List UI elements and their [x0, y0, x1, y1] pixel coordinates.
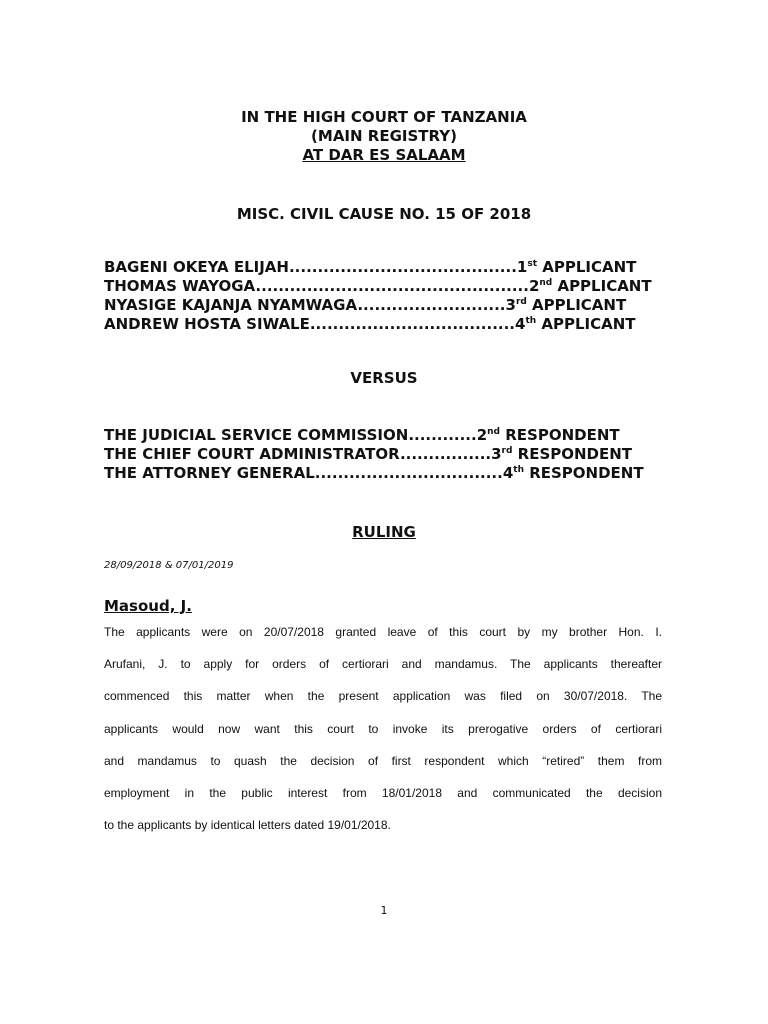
body-line: employment in the public interest from 18/01/2018 and communicated the decision [104, 786, 662, 801]
applicant-row: NYASIGE KAJANJA NYAMWAGA..........................3rd APPLICANT [104, 296, 627, 314]
judge-name: Masoud, J. [104, 597, 192, 615]
respondent-row: THE CHIEF COURT ADMINISTRATOR................3rd RESPONDENT [104, 445, 633, 463]
body-line: commenced this matter when the present application was filed on 30/07/2018. The [104, 689, 662, 704]
applicants-list [104, 258, 652, 334]
respondent-row: THE ATTORNEY GENERAL.................................4th RESPONDENT [104, 464, 644, 482]
respondent-row: THE JUDICIAL SERVICE COMMISSION............2nd RESPONDENT [104, 426, 620, 444]
body-line: applicants would now want this court to invoke its prerogative orders of certiorari [104, 721, 662, 736]
page-number: 1 [380, 904, 388, 917]
body-line: The applicants were on 20/07/2018 granted leave of this court by my brother Hon. I. [104, 625, 662, 639]
ruling-title: RULING [352, 523, 416, 541]
court-header [0, 108, 768, 165]
respondents-list [104, 426, 644, 483]
body-line: and mandamus to quash the decision of first respondent which “retired” them from [104, 753, 662, 768]
applicant-row: BAGENI OKEYA ELIJAH........................................1st APPLICANT [104, 258, 637, 276]
cause-number: MISC. CIVIL CAUSE NO. 15 OF 2018 [236, 205, 532, 223]
body-line: Arufani, J. to apply for orders of certiorari and mandamus. The applicants thereafter [104, 657, 662, 672]
body-line: to the applicants by identical letters dated 19/01/2018. [104, 818, 391, 833]
court-name: IN THE HIGH COURT OF TANZANIA [241, 108, 527, 126]
court-registry: (MAIN REGISTRY) [311, 127, 457, 145]
court-location: AT DAR ES SALAAM [302, 146, 466, 164]
versus-heading: VERSUS [350, 369, 418, 387]
ruling-body [104, 616, 662, 841]
applicant-row: ANDREW HOSTA SIWALE....................................4th APPLICANT [104, 315, 636, 333]
hearing-dates: 28/09/2018 & 07/01/2019 [104, 560, 234, 571]
applicant-row: THOMAS WAYOGA................................................2nd APPLICANT [104, 277, 652, 295]
